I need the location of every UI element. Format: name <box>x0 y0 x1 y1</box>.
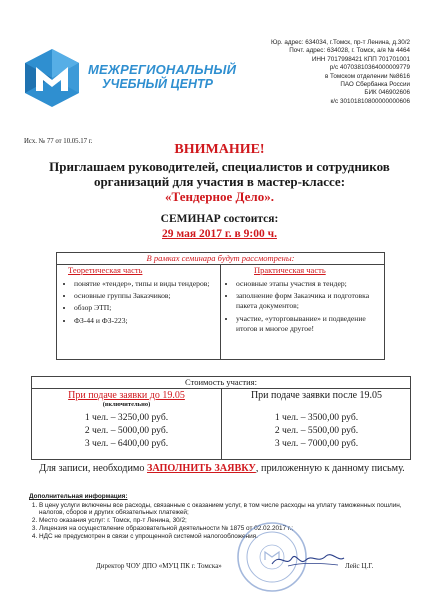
early-price-column <box>32 390 221 450</box>
list-item: 1. В цену услуги включены все расходы, связанные с оказанием услуг, в том числе расходы на уплату таможенных пошлин, налогов, сборов и других обязательных платежей; <box>39 502 415 517</box>
practice-list <box>226 279 381 334</box>
registration-text-before: Для записи, необходимо <box>39 463 148 474</box>
requisite-line: ИНН 7017998421 КПП 701701001 <box>311 55 410 63</box>
list-item: 2. Место оказания услуг: г. Томск, пр-т Ленина, 30/2; <box>39 517 415 525</box>
list-item: • понятие «тендер», типы и виды тендеров; <box>74 279 214 289</box>
additional-info <box>29 493 415 540</box>
list-item: • основные группы Заказчиков; <box>74 291 214 301</box>
brand-line-1: МЕЖРЕГИОНАЛЬНЫЙ <box>88 62 237 77</box>
invitation-text <box>0 160 439 189</box>
registration-note <box>34 462 410 475</box>
requisite-line: в Томском отделении №8616 <box>324 72 410 80</box>
requisite-line: к/с 30101810800000000606 <box>330 97 410 105</box>
late-price-header: При подаче заявки после 19.05 <box>250 390 383 401</box>
price-caption: Стоимость участия: <box>32 377 410 389</box>
price-table <box>31 376 411 460</box>
director-title: Директор ЧОУ ДПО «МУЦ ПК г. Томска» <box>96 562 222 570</box>
practice-column <box>226 265 381 336</box>
list-item: • участие, «уторговывание» и подведение итогов и многое другое! <box>236 314 381 334</box>
brand-line-2: УЧЕБНЫЙ ЦЕНТР <box>102 77 213 91</box>
list-item: • обзор ЭТП; <box>74 303 214 313</box>
early-price-header: При подаче заявки до 19.05 <box>68 390 185 401</box>
hexagon-m-logo-icon <box>22 47 82 109</box>
list-item: • основные этапы участия в тендер; <box>236 279 381 289</box>
course-title: «Тендерное Дело». <box>165 189 274 204</box>
list-item: 4. НДС не предусмотрен в связи с упрощенной системой налогообложения. <box>39 533 415 541</box>
price-row: 2 чел. – 5500,00 руб. <box>274 425 359 436</box>
attention-heading: ВНИМАНИЕ! <box>174 142 265 157</box>
practice-header: Практическая часть <box>254 265 326 275</box>
price-row: 1 чел. – 3500,00 руб. <box>274 412 359 423</box>
theory-column <box>64 265 214 328</box>
theory-list <box>64 279 214 326</box>
handwritten-signature-icon <box>268 548 348 570</box>
topics-caption: В рамках семинара будут рассмотрены: <box>57 253 384 265</box>
invitation-line-1: Приглашаем руководителей, специалистов и сотрудников <box>49 159 390 174</box>
company-requisites <box>210 39 410 106</box>
invitation-line-2: организаций для участия в мастер-классе: <box>93 173 346 189</box>
fill-application-link[interactable]: ЗАПОЛНИТЬ ЗАЯВКУ <box>147 463 256 474</box>
requisite-line: р/с 40703810364000009779 <box>329 64 410 72</box>
early-price-subheader: (включительно) <box>102 401 151 408</box>
topics-divider <box>220 264 221 360</box>
requisite-line: Почт. адрес: 634028, г. Томск, а/я № 4464 <box>289 47 410 55</box>
late-price-column <box>222 390 411 450</box>
list-item: • ФЗ-44 и ФЗ-223; <box>74 316 214 326</box>
list-item: 3. Лицензия на осуществление образовательной деятельности № 1875 от 02.02.2017 г.; <box>39 525 415 533</box>
list-item: • заполнение форм Заказчика и подготовка пакета документов; <box>236 291 381 311</box>
additional-info-title: Дополнительная информация: <box>29 493 128 500</box>
additional-info-list <box>29 502 415 541</box>
price-row: 3 чел. – 7000,00 руб. <box>274 438 359 449</box>
requisite-line: ПАО Сбербанка России <box>340 81 410 89</box>
theory-header: Теоретическая часть <box>68 265 143 275</box>
topics-table <box>56 252 385 360</box>
seminar-date: 29 мая 2017 г. в 9:00 ч. <box>162 228 277 240</box>
price-row: 2 чел. – 5000,00 руб. <box>84 425 169 436</box>
outgoing-reference: Исх. № 77 от 10.05.17 г. <box>24 138 93 145</box>
registration-text-after: , приложенную к данному письму. <box>255 463 405 474</box>
requisite-line: БИК 046902606 <box>364 89 410 97</box>
price-row: 1 чел. – 3250,00 руб. <box>84 412 169 423</box>
price-row: 3 чел. – 6400,00 руб. <box>84 438 169 449</box>
director-name: Лейс Ц.Г. <box>345 562 374 570</box>
seminar-label: СЕМИНАР состоится: <box>160 213 279 225</box>
requisite-line: Юр. адрес: 634034, г.Томск, пр-т Ленина, д.30/2 <box>271 39 410 46</box>
